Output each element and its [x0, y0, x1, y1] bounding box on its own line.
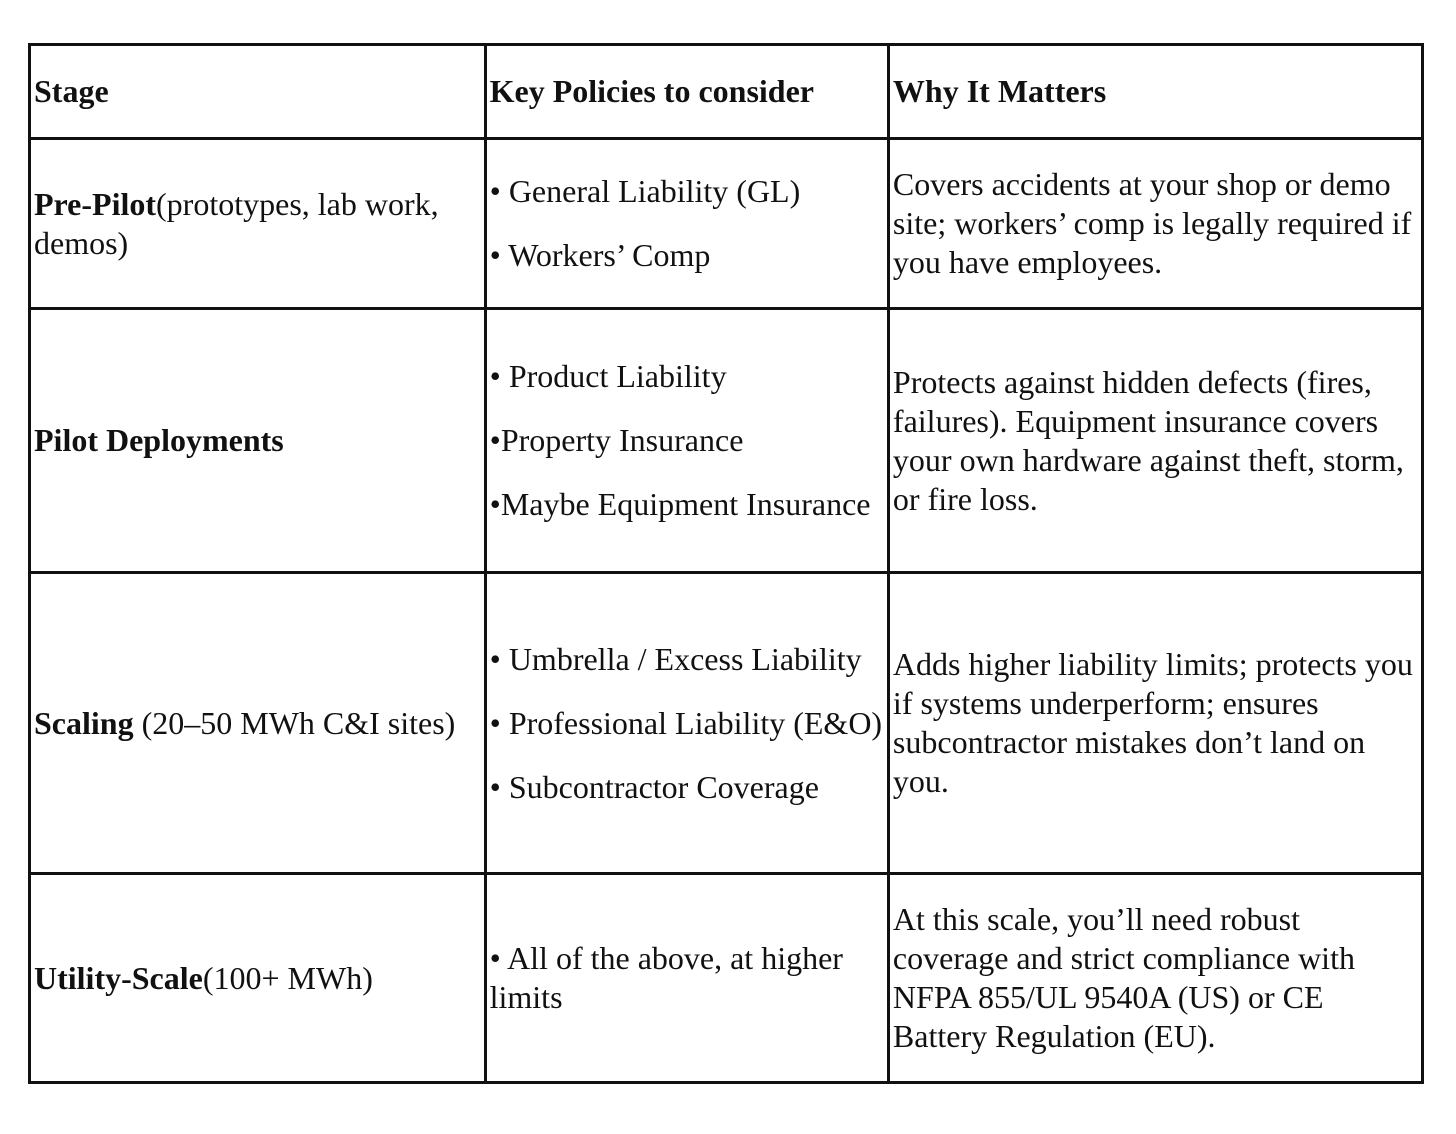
stage-cell [30, 139, 486, 309]
table-row-scaling [30, 573, 1423, 874]
policy-item: • All of the above, at higher limits [489, 940, 843, 1015]
policy-item: • Subcontractor Coverage [489, 768, 819, 805]
why-cell: Covers accidents at your shop or demo site; workers’ comp is legally required if you have employees. [888, 139, 1422, 309]
stage-detail: (20–50 MWh C&I sites) [133, 704, 456, 741]
table-row-pre-pilot [30, 139, 1423, 309]
stage-cell [30, 309, 486, 573]
policy-item: • Professional Liability (E&O) [489, 704, 883, 741]
stage-name: Pilot Deployments [34, 422, 284, 458]
why-cell: Adds higher liability limits; protects you if systems underperform; ensures subcontractor mistakes don’t land on you. [888, 573, 1422, 874]
policies-cell [485, 309, 888, 573]
policy-item: •Maybe Equipment Insurance [489, 486, 871, 522]
stage-detail: (100+ MWh) [202, 959, 373, 996]
header-stage: Stage [30, 45, 486, 139]
why-cell: At this scale, you’ll need robust coverage and strict compliance with NFPA 855/UL 9540A (US) or CE Battery Regulation (EU). [888, 874, 1422, 1083]
table-header-row [30, 45, 1423, 139]
table-row-utility-scale [30, 874, 1423, 1083]
policy-list [490, 357, 887, 524]
stage-name: Utility-Scale [34, 959, 203, 996]
policies-cell [485, 139, 888, 309]
policy-item: • Product Liability [489, 358, 727, 394]
policy-item: •Property Insurance [489, 422, 744, 458]
header-why-it-matters: Why It Matters [888, 45, 1422, 139]
policy-list [490, 640, 887, 807]
policy-list [490, 939, 887, 1017]
header-key-policies: Key Policies to consider [485, 45, 888, 139]
insurance-stages-table [28, 43, 1424, 1084]
stage-name: Scaling [34, 704, 134, 741]
stage-cell [30, 874, 486, 1083]
why-cell: Protects against hidden defects (fires, failures). Equipment insurance covers your own hardware against theft, storm, or fire loss. [888, 309, 1422, 573]
policy-item: • Workers’ Comp [489, 237, 711, 273]
stage-name: Pre-Pilot [34, 185, 157, 222]
table-row-pilot-deployments [30, 309, 1423, 573]
policy-list [490, 172, 887, 275]
stage-detail: (prototypes, lab work, demos) [34, 185, 439, 261]
stage-cell [30, 573, 486, 874]
policy-item: • General Liability (GL) [489, 173, 801, 209]
policies-cell [485, 573, 888, 874]
policies-cell [485, 874, 888, 1083]
policy-item: • Umbrella / Excess Liability [489, 640, 862, 677]
